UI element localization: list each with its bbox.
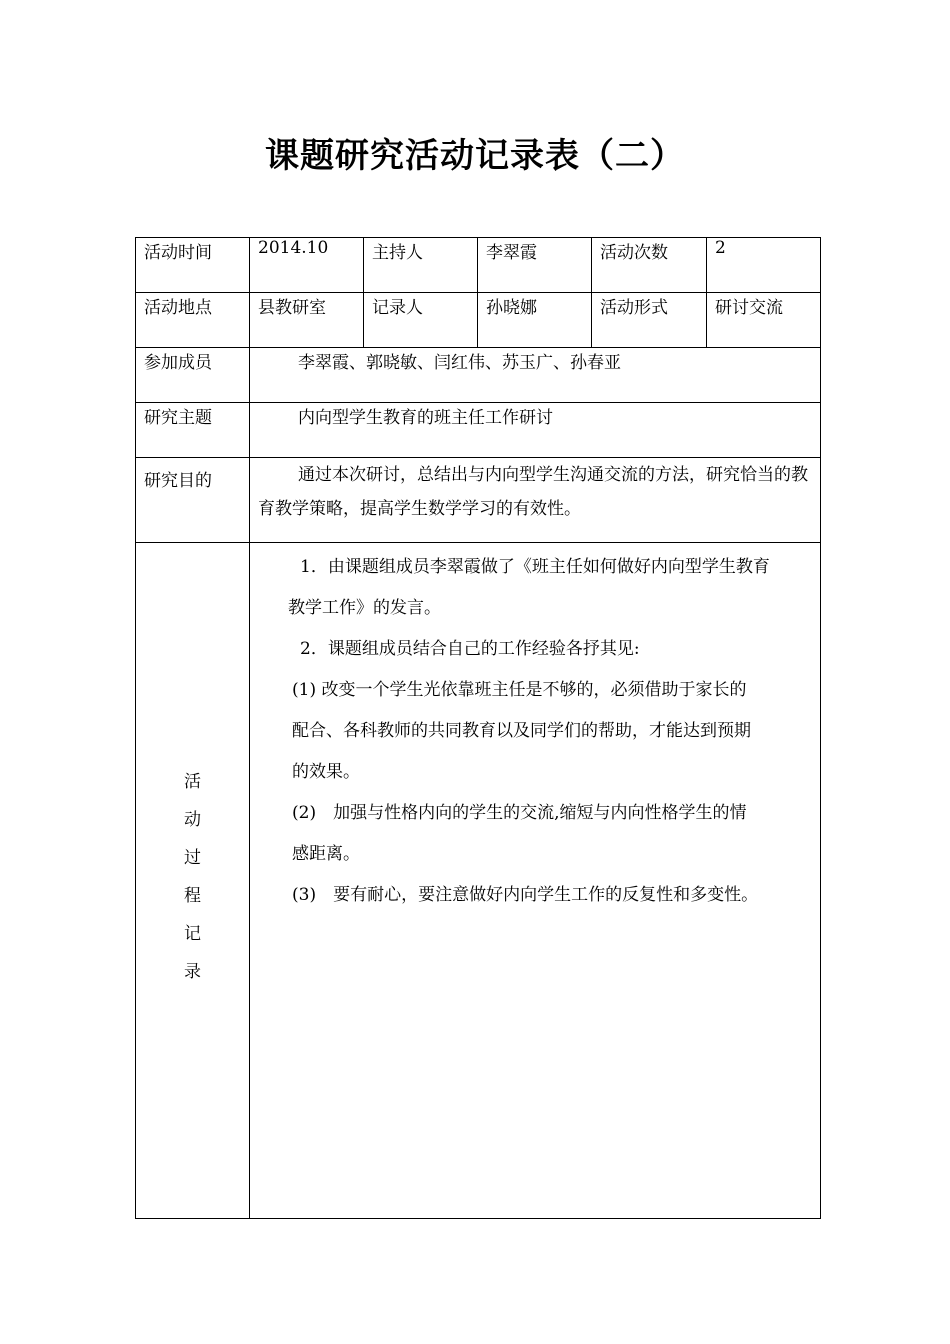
table-row bbox=[136, 238, 821, 293]
count-value: 2 bbox=[707, 238, 821, 293]
form-value: 研讨交流 bbox=[707, 293, 821, 348]
activity-record-table bbox=[135, 237, 821, 1219]
process-item-1-line-1: 1．由课题组成员李翠霞做了《班主任如何做好内向型学生教育 bbox=[300, 557, 770, 577]
place-value: 县教研室 bbox=[250, 293, 364, 348]
process-content bbox=[250, 543, 821, 1219]
process-sub-1-line-2: 配合、各科教师的共同教育以及同学们的帮助，才能达到预期 bbox=[292, 721, 751, 741]
table-row bbox=[136, 348, 821, 403]
process-label bbox=[136, 543, 250, 1219]
members-value: 李翠霞、郭晓敏、闫红伟、苏玉广、孙春亚 bbox=[250, 348, 821, 403]
topic-label: 研究主题 bbox=[136, 403, 250, 458]
process-label-char: 活 bbox=[184, 772, 201, 792]
process-sub-2-line-1: (2) 加强与性格内向的学生的交流,缩短与内向性格学生的情 bbox=[292, 803, 747, 823]
process-sub-2-line-2: 感距离。 bbox=[292, 844, 360, 864]
purpose-value: 通过本次研讨，总结出与内向型学生沟通交流的方法，研究恰当的教育教学策略，提高学生数学学习的有效性。 bbox=[250, 458, 821, 543]
members-label: 参加成员 bbox=[136, 348, 250, 403]
table-row bbox=[136, 458, 821, 543]
count-label: 活动次数 bbox=[592, 238, 707, 293]
process-label-char: 动 bbox=[184, 810, 201, 830]
recorder-label: 记录人 bbox=[364, 293, 478, 348]
form-label: 活动形式 bbox=[592, 293, 707, 348]
process-item-1-line-2: 教学工作》的发言。 bbox=[288, 598, 441, 618]
process-label-char: 程 bbox=[184, 886, 201, 906]
time-value: 2014.10 bbox=[250, 238, 364, 293]
process-item-2: 2．课题组成员结合自己的工作经验各抒其见: bbox=[300, 639, 640, 659]
process-sub-1-line-1: (1) 改变一个学生光依靠班主任是不够的，必须借助于家长的 bbox=[292, 680, 747, 700]
table-row bbox=[136, 543, 821, 1219]
page-title: 课题研究活动记录表（二） bbox=[265, 136, 685, 176]
process-label-char: 记 bbox=[184, 924, 201, 944]
time-label: 活动时间 bbox=[136, 238, 250, 293]
purpose-label: 研究目的 bbox=[136, 458, 250, 543]
process-label-char: 录 bbox=[184, 962, 201, 982]
table-row bbox=[136, 293, 821, 348]
host-label: 主持人 bbox=[364, 238, 478, 293]
process-label-char: 过 bbox=[184, 848, 201, 868]
host-value: 李翠霞 bbox=[478, 238, 592, 293]
table-row bbox=[136, 403, 821, 458]
process-label-stack bbox=[144, 763, 241, 991]
process-sub-3: (3) 要有耐心，要注意做好内向学生工作的反复性和多变性。 bbox=[292, 885, 759, 905]
place-label: 活动地点 bbox=[136, 293, 250, 348]
process-sub-1-line-3: 的效果。 bbox=[292, 762, 360, 782]
topic-value: 内向型学生教育的班主任工作研讨 bbox=[250, 403, 821, 458]
recorder-value: 孙晓娜 bbox=[478, 293, 592, 348]
